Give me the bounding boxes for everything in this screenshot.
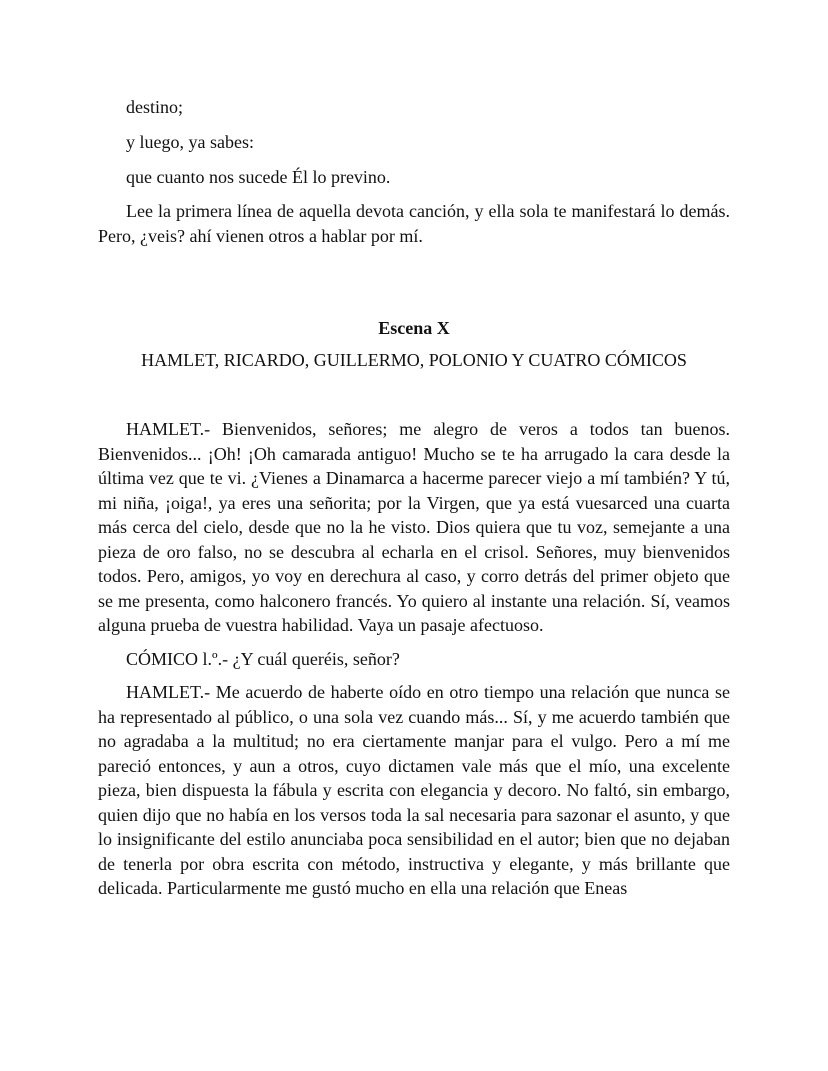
scene-title: Escena X [378,318,450,338]
dialogue-paragraph: HAMLET.- Bienvenidos, señores; me alegro de veros a todos tan buenos. Bienvenidos... ¡Oh! ¡Oh camarada antiguo! Mucho se te ha arrugado la cara desde la última vez que te vi. ¿Vienes a Dinamarca a hacerme parecer viejo a mí también? Y tú, mi niña, ¡oiga!, ya eres una señorita; por la Virgen, que ya está vuesarced una cuarta más cerca del cielo, desde que no la he visto. Dios quiera que tu voz, semejante a una pieza de oro falso, no se descubra al echarla en el crisol. Señores, muy bienvenidos todos. Pero, amigos, yo voy en derechura al caso, y corro detrás del primer objeto que se me presenta, como halconero francés. Yo quiero al instante una relación. Sí, veamos alguna prueba de vuestra habilidad. Vaya un pasaje afectuoso. [98,419,730,635]
intro-paragraph: Lee la primera línea de aquella devota canción, y ella sola te manifestará lo demás. Pero, ¿veis? ahí vienen otros a hablar por mí. [98,201,730,246]
verse-line: y luego, ya sabes: [126,132,254,152]
document-page [98,94,730,910]
section-spacer [98,257,730,315]
scene-cast: HAMLET, RICARDO, GUILLERMO, POLONIO Y CUATRO CÓMICOS [141,350,687,370]
dialogue-paragraph: CÓMICO l.º.- ¿Y cuál queréis, señor? [126,648,400,669]
verse-line: destino; [126,97,183,117]
dialogue-paragraph: HAMLET.- Me acuerdo de haberte oído en otro tiempo una relación que nunca se ha representado al público, o una sola vez cuando más... Sí, y me acuerdo también que no agradaba a la multitud; no era ciertamente manjar para el vulgo. Pero a mí me pareció entonces, y aun a otros, cuyo dictamen vale más que el mío, una excelente pieza, bien dispuesta la fábula y escrita con elegancia y decoro. No faltó, sin embargo, quien dijo que no había en los versos toda la sal necesaria para sazonar el asunto, y que lo insignificante del estilo anunciaba poca sensibilidad en el autor; bien que no dejaban de tenerla por obra escrita con método, instructiva y elegante, y más brillante que delicada. Particularmente me gustó mucho en ella una relación que Eneas [98,682,730,898]
verse-line: que cuanto nos sucede Él lo previno. [126,167,391,187]
